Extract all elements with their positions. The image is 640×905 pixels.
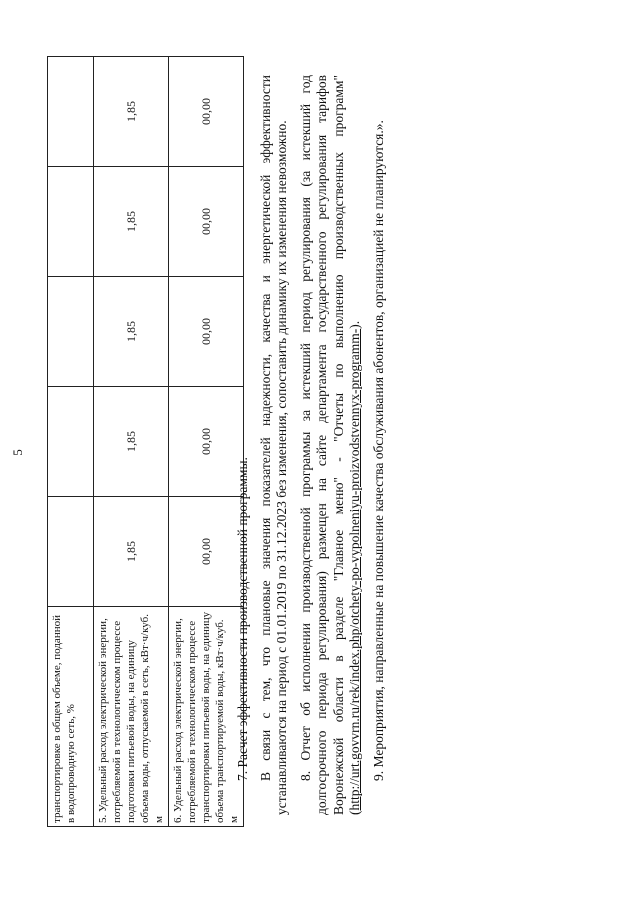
table-row	[94, 57, 169, 827]
section-8-paragraph	[298, 75, 364, 815]
table-cell: 00,00	[169, 387, 244, 497]
table-cell: 1,85	[94, 167, 169, 277]
body-text	[235, 75, 394, 815]
table-cell: 1,85	[94, 277, 169, 387]
section-9-paragraph: 9. Мероприятия, направленные на повышение качества обслуживания абонентов, организацией не планируются.».	[370, 120, 386, 781]
section-7-heading: 7. Расчет эффективности производственной программы.	[235, 457, 250, 781]
table-cell	[48, 277, 94, 387]
indicators-table	[47, 56, 244, 827]
table-cell: 00,00	[169, 167, 244, 277]
section-8-text: 8. Отчет об исполнении производственной программы за истекший период регулирования (за истекший год долгосрочного периода регулирования) размещен на сайте департамента государственного регулирования тарифов Воронежской области в разделе "Главное меню" - "Отчеты по выполнению производственных программ" (	[297, 75, 362, 815]
reports-link[interactable]: http://urt.govvrn.ru/rek/index.php/otchety-po-vypolneniyu-proizvodstvennyx-programm-	[347, 328, 362, 811]
table-cell: 00,00	[169, 497, 244, 607]
table-cell	[48, 167, 94, 277]
page-number: 5	[10, 449, 25, 456]
row-label: 6. Удельный расход электрической энергии, потребляемой в технологическом процессе транспортировки питьевой воды, на единицу объема транспортируемой воды, кВт·ч/куб. м	[169, 607, 244, 827]
section-8-end: ).	[347, 320, 362, 329]
row-label: транспортировке в общем объеме, поданной в водопроводную сеть, %	[48, 607, 94, 827]
table-cell	[48, 497, 94, 607]
table-cell: 1,85	[94, 497, 169, 607]
section-7-body: В связи с тем, что плановые значения показателей надежности, качества и энергетической эффективности устанавливаются на период с 01.01.2019 по 31.12.2023 без изменения, сопоставить динамику их изменения невозможно.	[257, 75, 289, 815]
table-cell	[48, 387, 94, 497]
table-cell	[48, 57, 94, 167]
table-row	[169, 57, 244, 827]
table-row	[48, 57, 94, 827]
table-cell: 00,00	[169, 277, 244, 387]
table-cell: 1,85	[94, 57, 169, 167]
table-cell: 1,85	[94, 387, 169, 497]
row-label: 5. Удельный расход электрической энергии, потребляемой в технологическом процессе подготовки питьевой воды, на единицу объема воды, отпускаемой в сеть, кВт·ч/куб. м	[94, 607, 169, 827]
table-cell: 00,00	[169, 57, 244, 167]
